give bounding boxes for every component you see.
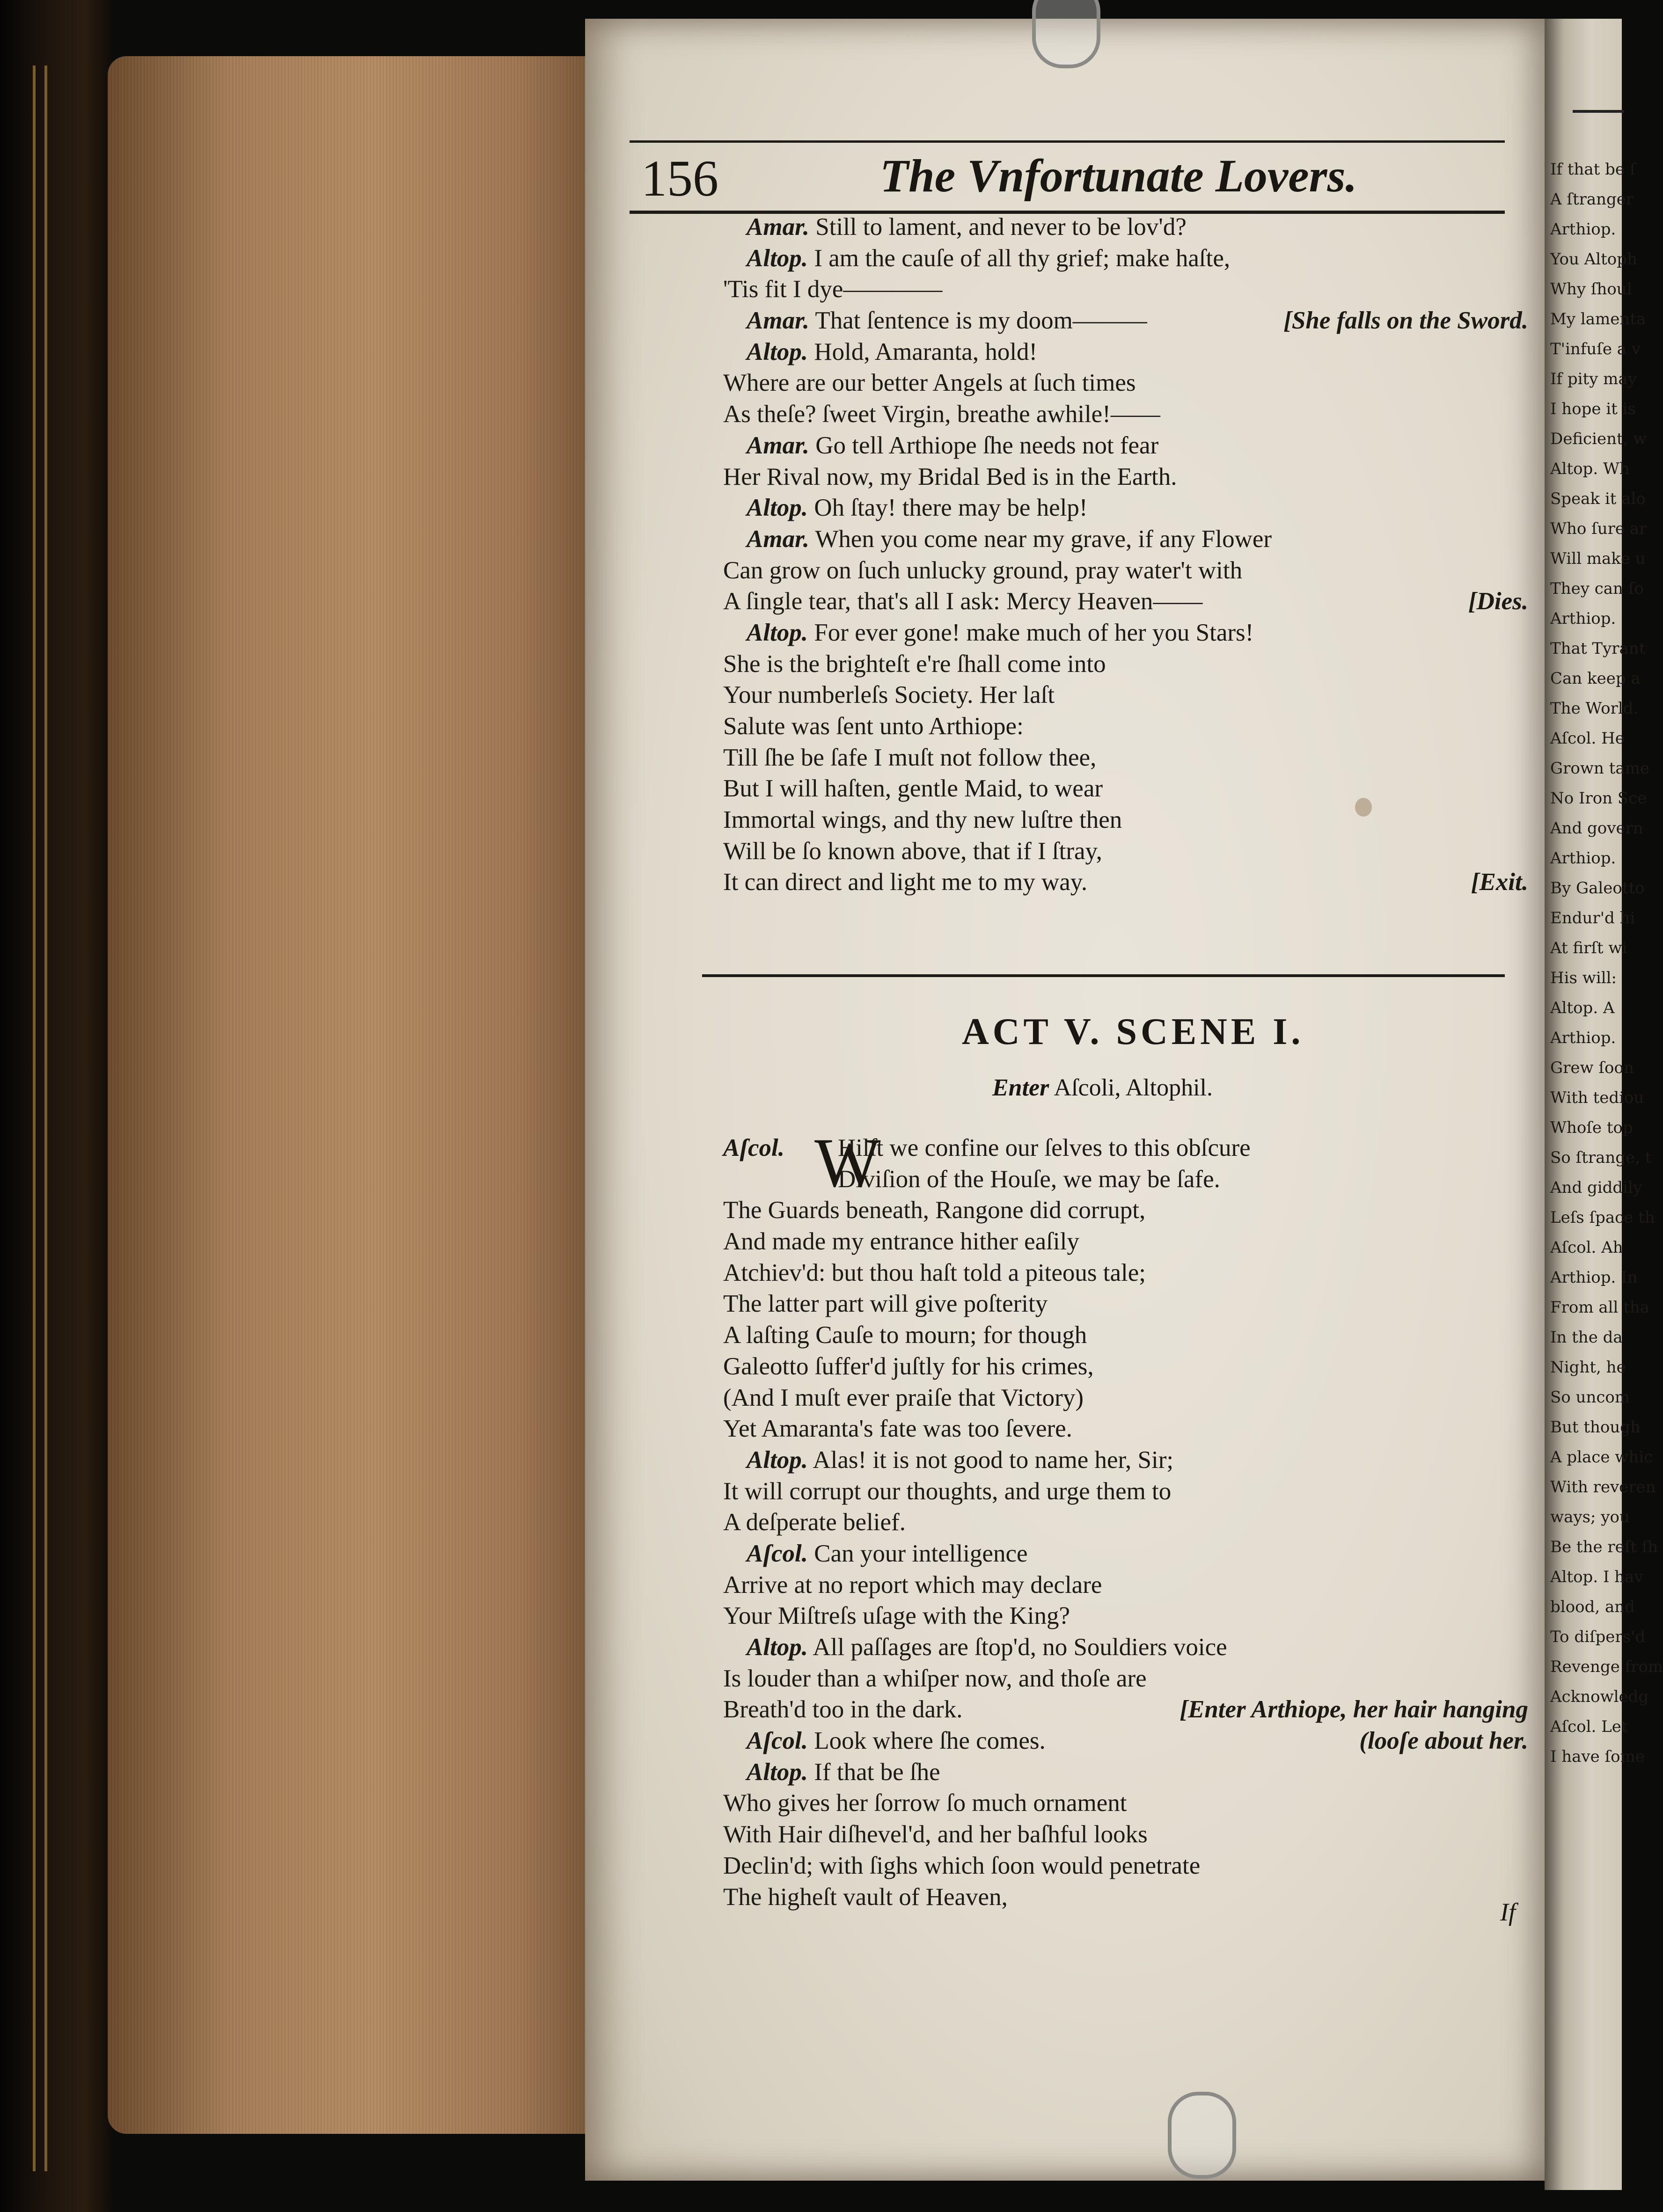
drop-capital: W xyxy=(814,1124,881,1202)
verse-line xyxy=(723,804,1528,836)
next-page-fragment: His will: xyxy=(1550,969,1617,987)
verse-line xyxy=(723,461,1528,493)
next-page-fragment: At firſt wi xyxy=(1550,939,1627,957)
line-text: I am the cauſe of all thy grief; make haſte, xyxy=(814,244,1231,272)
next-page-fragment: Be the reſt ſh xyxy=(1550,1538,1658,1556)
next-page-fragment: Arthiop. xyxy=(1550,849,1616,868)
speaker-name: Altop. xyxy=(747,1634,808,1661)
verse-line xyxy=(723,1195,1528,1226)
next-page-fragment: A place whic xyxy=(1550,1448,1653,1467)
verse-line xyxy=(723,1413,1528,1445)
next-page-fragment: Grown tame xyxy=(1550,759,1649,778)
line-text: If that be ſhe xyxy=(814,1758,940,1786)
verse-line xyxy=(723,367,1528,399)
next-page-fragment: Grew ſoon xyxy=(1550,1059,1634,1077)
next-page-fragment: Acknowledg xyxy=(1550,1687,1649,1706)
line-text: 'Tis fit I dye———— xyxy=(723,276,943,303)
line-text: Till ſhe be ſafe I muſt not follow thee, xyxy=(723,744,1097,771)
next-page-fragment: But though xyxy=(1550,1418,1641,1437)
verse-line xyxy=(723,1788,1528,1819)
stage-direction: [She falls on the Sword. xyxy=(1283,307,1528,335)
verse-line xyxy=(723,1570,1528,1601)
verse-line xyxy=(723,649,1528,680)
line-text: Diviſion of the Houſe, we may be ſafe. xyxy=(838,1165,1220,1193)
next-page-fragment: Aſcol. Ah xyxy=(1550,1238,1623,1257)
verse-line xyxy=(723,399,1528,430)
line-text: It can direct and light me to my way. xyxy=(723,869,1088,896)
next-page-fragment: You Altoph xyxy=(1550,250,1637,269)
line-text: That ſentence is my doom——— xyxy=(815,307,1147,335)
speaker-name: Altop. xyxy=(747,338,808,365)
line-text: It will corrupt our thoughts, and urge them to xyxy=(723,1477,1172,1505)
line-text: Her Rival now, my Bridal Bed is in the Earth. xyxy=(723,463,1177,490)
line-text: Where are our better Angels at ſuch times xyxy=(723,369,1136,397)
next-page-fragment: T'infuſe a v xyxy=(1550,340,1641,358)
next-page-fragment: No Iron Sce xyxy=(1550,789,1647,808)
line-text: Hold, Amaranta, hold! xyxy=(814,338,1038,365)
verse-line xyxy=(723,1663,1528,1694)
speaker-name: Altop. xyxy=(747,619,808,646)
verse-line xyxy=(723,430,1528,461)
line-text: A ſingle tear, that's all I ask: Mercy Heaven—— xyxy=(723,588,1203,615)
verse-line xyxy=(723,243,1528,274)
verse-line xyxy=(723,274,1528,305)
verse-line xyxy=(723,1725,1528,1757)
line-text: When you come near my grave, if any Flower xyxy=(815,525,1272,553)
verse-line xyxy=(723,1757,1528,1788)
verse-line xyxy=(723,1819,1528,1850)
next-page-fragment: So ſtrange, t xyxy=(1550,1148,1652,1167)
next-page-fragment: Deficient, w xyxy=(1550,430,1647,448)
line-text: All paſſages are ſtop'd, no Souldiers voice xyxy=(813,1634,1227,1661)
verse-line xyxy=(723,1164,1528,1195)
speaker-name: Altop. xyxy=(747,244,808,272)
next-page-fragment: Who ſure ar xyxy=(1550,519,1647,538)
verse-line xyxy=(723,1382,1528,1414)
verse-line xyxy=(723,1538,1528,1570)
verse-line xyxy=(723,1632,1528,1663)
line-text: Oh ſtay! there may be help! xyxy=(814,494,1088,522)
line-text: Breath'd too in the dark. xyxy=(723,1696,963,1723)
line-text: Declin'd; with ſighs which ſoon would penetrate xyxy=(723,1852,1201,1879)
next-page-fragment: And govern xyxy=(1550,819,1643,838)
entry-direction xyxy=(992,1074,1213,1102)
speaker-name: Amar. xyxy=(747,307,810,335)
verse-line xyxy=(723,336,1528,368)
line-text: For ever gone! make much of her you Stars! xyxy=(814,619,1254,646)
act-heading: ACT V. SCENE I. xyxy=(962,1011,1304,1052)
verse-line xyxy=(723,679,1528,711)
cover-gilt-line xyxy=(33,66,36,2171)
line-text: As theſe? ſweet Virgin, breathe awhile!—— xyxy=(723,401,1160,428)
next-page-fragment: Altop. Wh xyxy=(1550,460,1630,478)
next-page-text-fragments xyxy=(1550,154,1663,1772)
verse-line xyxy=(723,1132,1528,1164)
speaker-name: Aſcol. xyxy=(747,1540,808,1567)
next-page-fragment: With tediou xyxy=(1550,1088,1644,1107)
bottom-book-clip xyxy=(1168,2092,1236,2179)
verse-line xyxy=(723,1600,1528,1632)
dialogue-block-1 xyxy=(723,212,1528,898)
line-text: Who gives her ſorrow ſo much ornament xyxy=(723,1789,1127,1817)
stage-direction: [Dies. xyxy=(1468,588,1528,615)
next-page-fragment: Endur'd hi xyxy=(1550,909,1635,927)
next-page-fragment: Whoſe top xyxy=(1550,1118,1633,1137)
verse-line xyxy=(723,305,1528,336)
next-page-fragment: With reveren xyxy=(1550,1478,1656,1497)
verse-line xyxy=(723,836,1528,867)
line-text: Still to lament, and never to be lov'd? xyxy=(815,213,1187,241)
next-page-fragment: If that be ſ xyxy=(1550,160,1636,179)
stage-direction: [Enter Arthiope, her hair hanging xyxy=(1179,1696,1528,1723)
dialogue-block-2 xyxy=(723,1132,1528,1913)
next-page-fragment: blood, and xyxy=(1550,1598,1635,1616)
line-text: Your numberleſs Society. Her laſt xyxy=(723,681,1055,709)
running-head: The Vnfortunate Lovers. xyxy=(880,150,1357,202)
verse-line xyxy=(723,617,1528,649)
next-page-fragment: The World. xyxy=(1550,699,1639,718)
line-text: Your Miſtreſs uſage with the King? xyxy=(723,1602,1070,1630)
next-page-fragment: From all tha xyxy=(1550,1298,1650,1317)
line-text: She is the brighteſt e're ſhall come into xyxy=(723,650,1106,678)
next-page-fragment: Will make u xyxy=(1550,549,1646,568)
verse-line xyxy=(723,867,1528,898)
next-page-fragment: Altop. A xyxy=(1550,999,1615,1017)
speaker-name: Aſcol. xyxy=(723,1134,784,1161)
book-cover xyxy=(0,0,112,2212)
line-text: Can grow on ſuch unlucky ground, pray water't with xyxy=(723,556,1243,584)
verse-line xyxy=(723,711,1528,742)
next-page-fragment: Why ſhoul xyxy=(1550,280,1632,299)
next-page-fragment: So uncom xyxy=(1550,1388,1630,1407)
header-rule-top xyxy=(630,140,1505,143)
verse-line xyxy=(723,1476,1528,1507)
line-text: Atchiev'd: but thou haſt told a piteous tale; xyxy=(723,1259,1146,1286)
next-page-fragment: Speak it alo xyxy=(1550,489,1646,508)
verse-line xyxy=(723,212,1528,243)
next-page-fragment: If pity may xyxy=(1550,370,1637,388)
line-text: The Guards beneath, Rangone did corrupt, xyxy=(723,1197,1146,1224)
verse-line xyxy=(723,1226,1528,1257)
speaker-name: Amar. xyxy=(747,213,810,241)
line-text: Yet Amaranta's fate was too ſevere. xyxy=(723,1415,1072,1443)
next-page-fragment: Revenge from xyxy=(1550,1657,1663,1676)
next-page-fragment: Aſcol. He xyxy=(1550,729,1625,748)
next-page-fragment: ways; you xyxy=(1550,1508,1630,1526)
speaker-name: Altop. xyxy=(747,1446,808,1474)
speaker-name: Altop. xyxy=(747,1758,808,1786)
line-text: Will be ſo known above, that if I ſtray, xyxy=(723,837,1102,865)
line-text: With Hair diſhevel'd, and her baſhful looks xyxy=(723,1821,1148,1848)
stage-direction: [Exit. xyxy=(1471,869,1528,896)
line-text: Look where ſhe comes. xyxy=(814,1727,1046,1755)
line-text: Hilſt we confine our ſelves to this obſcure xyxy=(838,1134,1251,1161)
verse-line xyxy=(723,1882,1528,1913)
next-page-fragment: They can ſo xyxy=(1550,579,1644,598)
next-page-fragment: Can keep a xyxy=(1550,669,1641,688)
line-text: Alas! it is not good to name her, Sir; xyxy=(813,1446,1174,1474)
entry-verb: Enter xyxy=(992,1074,1049,1101)
line-text: (And I muſt ever praiſe that Victory) xyxy=(723,1384,1084,1411)
speaker-name: Altop. xyxy=(747,494,808,522)
scene-divider-rule xyxy=(702,974,1505,977)
next-page-fragment: Arthiop. xyxy=(1550,609,1616,628)
verse-line xyxy=(723,492,1528,524)
next-page-fragment: Arthiop. xyxy=(1550,220,1616,239)
next-page-fragment: I have ſome xyxy=(1550,1747,1645,1766)
line-text: Immortal wings, and thy new luſtre then xyxy=(723,806,1122,834)
verse-line xyxy=(723,586,1528,617)
line-text: The higheſt vault of Heaven, xyxy=(723,1883,1008,1911)
verse-line xyxy=(723,524,1528,555)
verse-line xyxy=(723,1288,1528,1320)
line-text: Go tell Arthiope ſhe needs not fear xyxy=(815,431,1159,459)
line-text: Arrive at no report which may declare xyxy=(723,1571,1102,1599)
next-page-fragment: And giddily xyxy=(1550,1178,1642,1197)
verse-line xyxy=(723,1507,1528,1538)
top-book-clip xyxy=(1032,0,1100,68)
stage-direction: (looſe about her. xyxy=(1359,1727,1528,1755)
line-text: Salute was ſent unto Arthiope: xyxy=(723,713,1024,740)
line-text: Is louder than a whiſper now, and thoſe are xyxy=(723,1664,1147,1692)
cover-gilt-line xyxy=(44,66,47,2171)
verse-line xyxy=(723,1694,1528,1725)
next-page-fragment: Altop. I hav xyxy=(1550,1568,1643,1586)
verse-line xyxy=(723,1445,1528,1476)
line-text: A deſperate belief. xyxy=(723,1509,906,1536)
next-page-fragment: Arthiop. xyxy=(1550,1029,1616,1047)
line-text: The latter part will give poſterity xyxy=(723,1290,1048,1318)
entry-names: Aſcoli, Altophil. xyxy=(1054,1074,1213,1101)
verse-line xyxy=(723,742,1528,774)
next-page-fragment: That Tyrant xyxy=(1550,639,1646,658)
next-page-fragment: Aſcol. Let xyxy=(1550,1717,1628,1736)
verse-line xyxy=(723,1850,1528,1882)
page-number: 156 xyxy=(641,150,718,207)
next-page-fragment: In the da xyxy=(1550,1328,1623,1347)
line-text: A laſting Cauſe to mourn; for though xyxy=(723,1321,1087,1349)
next-page-fragment: Arthiop. In xyxy=(1550,1268,1638,1287)
verse-line xyxy=(723,555,1528,586)
next-page-fragment: A ſtranger xyxy=(1550,190,1634,209)
speaker-name: Amar. xyxy=(747,431,810,459)
verse-line xyxy=(723,773,1528,804)
speaker-name: Amar. xyxy=(747,525,810,553)
next-page-fragment: Leſs ſpace th xyxy=(1550,1208,1655,1227)
verse-line xyxy=(723,1257,1528,1289)
next-page-fragment: My lamenta xyxy=(1550,310,1646,329)
page-fore-edges xyxy=(108,56,590,2134)
line-text: But I will haſten, gentle Maid, to wear xyxy=(723,775,1103,803)
next-page-header-rule xyxy=(1573,110,1624,113)
speaker-name: Aſcol. xyxy=(747,1727,808,1755)
next-page-fragment: To diſpers'd xyxy=(1550,1628,1646,1646)
next-page-fragment: Night, he xyxy=(1550,1358,1626,1377)
line-text: Can your intelligence xyxy=(814,1540,1028,1567)
verse-line xyxy=(723,1351,1528,1382)
catchword: If xyxy=(1500,1898,1516,1926)
next-page-fragment: By Galeotto xyxy=(1550,879,1645,898)
line-text: Galeotto ſuffer'd juſtly for his crimes, xyxy=(723,1352,1094,1380)
next-page-fragment: I hope it is xyxy=(1550,400,1636,418)
line-text: And made my entrance hither eaſily xyxy=(723,1228,1079,1256)
verse-line xyxy=(723,1320,1528,1351)
